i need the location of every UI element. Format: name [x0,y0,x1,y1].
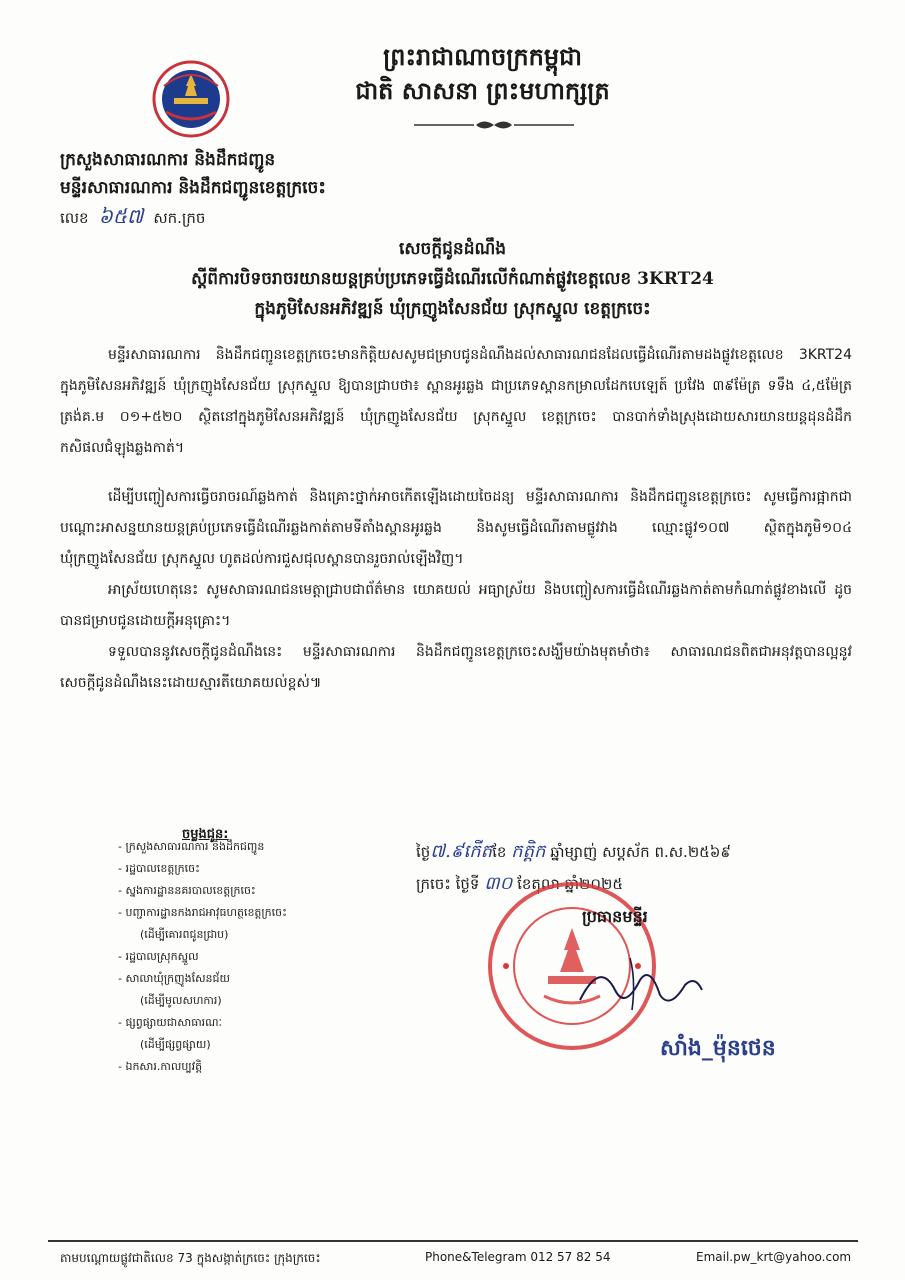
ref-number: ៦៥៧ [98,204,144,228]
paragraph-detour: ដើម្បីបញ្ចៀសការធ្វើចរាចរណ៍ឆ្លងកាត់ និងគ្រោះថ្នាក់អាចកើតឡើងដោយចៃដន្យ មន្ទីរសាធារណការ និងដឹកជញ្ជូនខេត្តក្រចេះ សូមធ្វើការផ្អាកជាបណ្តោះអាសន្នយានយន្តគ្រប់ប្រភេទធ្វើដំណើរឆ្លងកាត់តាមទីតាំងស្ពានអូរឆ្លង និងសូមធ្វើដំណើរតាមផ្លូវវាង ឈ្មោះផ្លូវ១០៧ ស្ថិតក្នុងភូមិ១០៤ ឃុំក្រញូងសែនជ័យ ស្រុកស្នួល ហូតដល់ការជួសជុលស្ពានបានរួចរាល់ឡើងវិញ។ [60,489,852,567]
kingdom-title: ព្រះរាជាណាចក្រកម្ពុជា [383,42,582,71]
cc-item: - ក្រសួងសាធារណការ និងដឹកជញ្ជូន [118,840,265,853]
notice-subject: ស្តីពីការបិទចរាចរយានយន្តគ្រប់ប្រភេទធ្វើដំណើរលើកំណាត់ផ្លូវខេត្តលេខ 3KRT24 [191,269,714,289]
national-motto: ជាតិ សាសនា ព្រះមហាក្សត្រ [355,76,610,105]
notice-body [60,340,852,699]
cc-title: ចម្លងជូន: [182,827,229,842]
department-name: មន្ទីរសាធារណការ និងដឹកជញ្ជូនខេត្តក្រចេះ [60,178,326,198]
solar-day: ៣០ [484,873,513,894]
ref-suffix: សក.ក្រច [153,209,206,227]
cc-item-note: (ដើម្បីផ្សព្វផ្សាយ) [140,1038,211,1051]
cc-item: - ឯកសារ.កាលប្បវត្តិ [118,1060,203,1073]
paragraph-closing: ទទួលបាននូវសេចក្តីជូនដំណឹងនេះ មន្ទីរសាធារណការ និងដឹកជញ្ជូនខេត្តក្រចេះសង្ឃឹមយ៉ាងមុតមាំថា៖ សាធារណជនពិតជាអនុវត្តបានល្អនូវសេចក្តីជូនដំណឹងនេះដោយស្មារតីយោគយល់ខ្ពស់៕ [60,644,852,691]
signatory-name: សាំង_ម៉ុនថេន [660,1035,776,1061]
ornament-divider [414,118,574,132]
lunar-year: ឆ្នាំម្សាញ់ សប្តស័ក ព.ស.២៥៦៩ [550,843,732,861]
notice-location: ក្នុងភូមិសែនអភិវឌ្ឍន៍ ឃុំក្រញូងសែនជ័យ ស្រុកស្នួល ខេត្តក្រចេះ [254,299,651,319]
cc-item: - សាលាឃុំក្រញូងសែនជ័យ [118,972,230,985]
footer-divider [48,1240,858,1242]
notice-heading: សេចក្តីជូនដំណឹង [398,239,507,259]
solar-month-year: ខែតុលា ឆ្នាំ២០២៥ [517,875,623,893]
cc-item-note: (ដើម្បីគោរពជូនជ្រាប) [140,928,229,941]
footer-phone: Phone&Telegram 012 57 82 54 [425,1250,611,1264]
lunar-month: កត្តិក [511,841,546,862]
cc-item: - រដ្ឋបាលខេត្តក្រចេះ [118,862,200,875]
reference-number [60,204,205,230]
ref-prefix: លេខ [60,209,89,227]
cc-item: - រដ្ឋបាលស្រុកស្នួល [118,950,199,963]
paragraph-request: អាស្រ័យហេតុនេះ សូមសាធារណជនមេត្តាជ្រាបជាព័ត៌មាន យោគយល់ អធ្យាស្រ័យ និងបញ្ចៀសការធ្វើដំណើរឆ្លងកាត់តាមកំណាត់ផ្លូវខាងលើ ដូចបានជម្រាបជូនដោយក្តីអនុគ្រោះ។ [60,582,852,629]
paragraph-announcement: មន្ទីរសាធារណការ និងដឹកជញ្ជូនខេត្តក្រចេះមានកិត្តិយសសូមជម្រាបជូនដំណឹងដល់សាធារណជនដែលធ្វើដំណើរតាមដងផ្លូវខេត្តលេខ 3KRT24 ក្នុងភូមិសែនអភិវឌ្ឍន៍ ឃុំក្រញូងសែនជ័យ ស្រុកស្នួល ឱ្យបានជ្រាបថា៖ ស្ពានអូរឆ្លង ជាប្រភេទស្ពានកម្រាលដែកបេឡេត៍ ប្រវែង ៣៩ម៉ែត្រ ទទឹង ៤,៥ម៉ែត្រ ត្រង់គ.ម ០១+៥២០ ស្ថិតនៅក្នុងភូមិសែនអភិវឌ្ឍន៍ ឃុំក្រញូងសែនជ័យ ស្រុកស្នួល ខេត្តក្រចេះ បានបាក់ទាំងស្រុងដោយសារយានយន្តដុនដំដឹកកសិផលជំឡុងឆ្លងកាត់។ [60,347,852,456]
ministry-logo [152,60,230,138]
footer-address: តាមបណ្តោយផ្លូវជាតិលេខ 73 ក្នុងសង្កាត់ក្រចេះ ក្រុងក្រចេះ [60,1251,321,1265]
kingdom-header [0,40,905,108]
cc-item-note: (ដើម្បីមូលសហការ) [140,994,222,1007]
lunar-month-label: ខែ [492,843,507,861]
cc-item: - ស្នងការដ្ឋាននគរបាលខេត្តក្រចេះ [118,884,256,897]
cc-item: - បញ្ជាការដ្ឋានកងរាជអាវុធហត្ថខេត្តក្រចេះ [118,906,287,919]
ministry-name: ក្រសួងសាធារណការ និងដឹកជញ្ជូន [60,150,276,170]
lunar-date-prefix: ថ្ងៃ [416,843,431,861]
notice-title [40,234,865,324]
lunar-day: ៧.៩កើត [430,841,493,862]
footer-email: Email.pw_krt@yahoo.com [696,1250,852,1264]
issuing-authority [60,146,326,202]
handwritten-signature [570,950,710,1020]
solar-date-prefix: ក្រចេះ ថ្ងៃទី [416,875,480,893]
lunar-date [416,836,731,868]
signatory-role: ប្រធានមន្ទីរ [582,907,648,926]
cc-list [118,836,287,1078]
cc-item: - ផ្សព្វផ្សាយជាសាធារណៈ [118,1016,222,1029]
